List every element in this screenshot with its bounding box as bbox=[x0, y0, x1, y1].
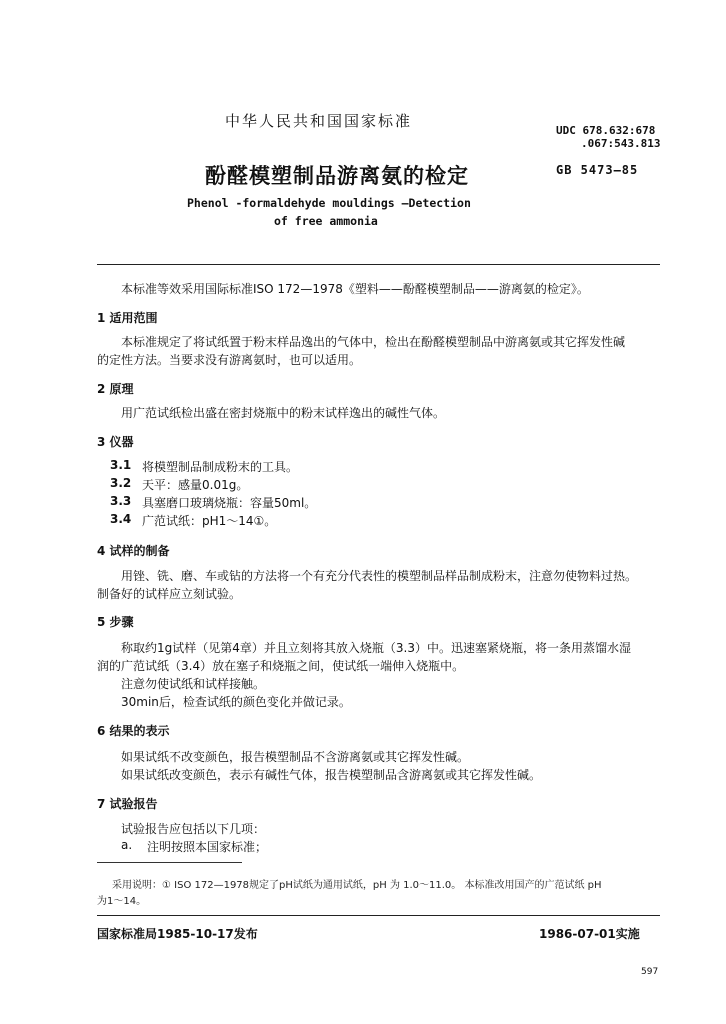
item-3-3-number: 3.3 bbox=[110, 494, 132, 508]
section-4-paragraph-line1: 用锉、铣、磨、车或钻的方法将一个有充分代表性的模塑制品样品制成粉末，注意勿使物料过热。 bbox=[121, 569, 638, 583]
section-5-paragraph-line2: 润的广范试纸（3.4）放在塞子和烧瓶之间，使试纸一端伸入烧瓶中。 bbox=[97, 659, 465, 673]
section-7-item-a-text: 注明按照本国家标准； bbox=[147, 840, 268, 854]
gb-standard-number: GB 5473—85 bbox=[556, 163, 639, 177]
section-4-heading: 4 试样的制备 bbox=[97, 544, 170, 558]
section-6-paragraph-1: 如果试纸不改变颜色，报告模塑制品不含游离氨或其它挥发性碱。 bbox=[121, 750, 470, 764]
national-standard-header: 中华人民共和国国家标准 bbox=[225, 112, 413, 130]
effective-date: 1986-07-01实施 bbox=[539, 927, 640, 941]
item-3-2-text: 天平：感量0.01g。 bbox=[142, 478, 249, 492]
section-5-heading: 5 步骤 bbox=[97, 615, 134, 629]
section-7-paragraph: 试验报告应包括以下几项： bbox=[121, 822, 266, 836]
item-3-1-number: 3.1 bbox=[110, 458, 132, 472]
udc-code-line1: UDC 678.632:678 bbox=[556, 124, 656, 137]
section-7-heading: 7 试验报告 bbox=[97, 797, 158, 811]
section-3-heading: 3 仪器 bbox=[97, 435, 134, 449]
issued-date: 国家标准局1985-10-17发布 bbox=[97, 927, 258, 941]
section-5-paragraph-line1: 称取约1g试样（见第4章）并且立刻将其放入烧瓶（3.3）中。迅速塞紧烧瓶，将一条用蒸馏水湿 bbox=[121, 641, 631, 655]
footnote-line1: 采用说明：① ISO 172—1978规定了pH试纸为通用试纸，pH 为 1.0～11.0。 本标准改用国产的广范试纸 pH bbox=[112, 880, 602, 891]
item-3-4-number: 3.4 bbox=[110, 512, 132, 526]
document-title-en-line2: of free ammonia bbox=[274, 214, 378, 228]
item-3-4-text: 广范试纸：pH1～14①。 bbox=[142, 514, 277, 528]
section-5-paragraph-3: 30min后，检查试纸的颜色变化并做记录。 bbox=[121, 695, 351, 709]
intro-paragraph: 本标准等效采用国际标准ISO 172—1978《塑料——酚醛模塑制品——游离氨的检定》。 bbox=[121, 282, 589, 296]
section-1-paragraph-line2: 的定性方法。当要求没有游离氨时，也可以适用。 bbox=[97, 353, 362, 367]
section-6-heading: 6 结果的表示 bbox=[97, 724, 170, 738]
item-3-1-text: 将模塑制品制成粉末的工具。 bbox=[142, 460, 299, 474]
section-1-paragraph-line1: 本标准规定了将试纸置于粉末样品逸出的气体中，检出在酚醛模塑制品中游离氨或其它挥发性碱 bbox=[121, 335, 626, 349]
section-6-paragraph-2: 如果试纸改变颜色，表示有碱性气体，报告模塑制品含游离氨或其它挥发性碱。 bbox=[121, 768, 542, 782]
section-5-note: 注意勿使试纸和试样接触。 bbox=[121, 677, 266, 691]
footnote-divider bbox=[97, 862, 242, 863]
section-2-heading: 2 原理 bbox=[97, 382, 134, 396]
section-1-heading: 1 适用范围 bbox=[97, 311, 158, 325]
udc-code-line2: .067:543.813 bbox=[581, 137, 661, 150]
page-number: 597 bbox=[641, 967, 659, 977]
section-2-paragraph: 用广范试纸检出盛在密封烧瓶中的粉末试样逸出的碱性气体。 bbox=[121, 406, 446, 420]
item-3-3-text: 具塞磨口玻璃烧瓶：容量50ml。 bbox=[142, 496, 317, 510]
header-divider bbox=[97, 264, 660, 265]
section-7-item-a-label: a. bbox=[121, 838, 133, 852]
document-title-cn: 酚醛模塑制品游离氨的检定 bbox=[205, 164, 469, 188]
footnote-line2: 为1～14。 bbox=[97, 896, 147, 907]
item-3-2-number: 3.2 bbox=[110, 476, 132, 490]
section-4-paragraph-line2: 制备好的试样应立刻试验。 bbox=[97, 587, 242, 601]
footer-divider bbox=[97, 915, 660, 916]
document-title-en-line1: Phenol -formaldehyde mouldings —Detection bbox=[187, 196, 471, 210]
